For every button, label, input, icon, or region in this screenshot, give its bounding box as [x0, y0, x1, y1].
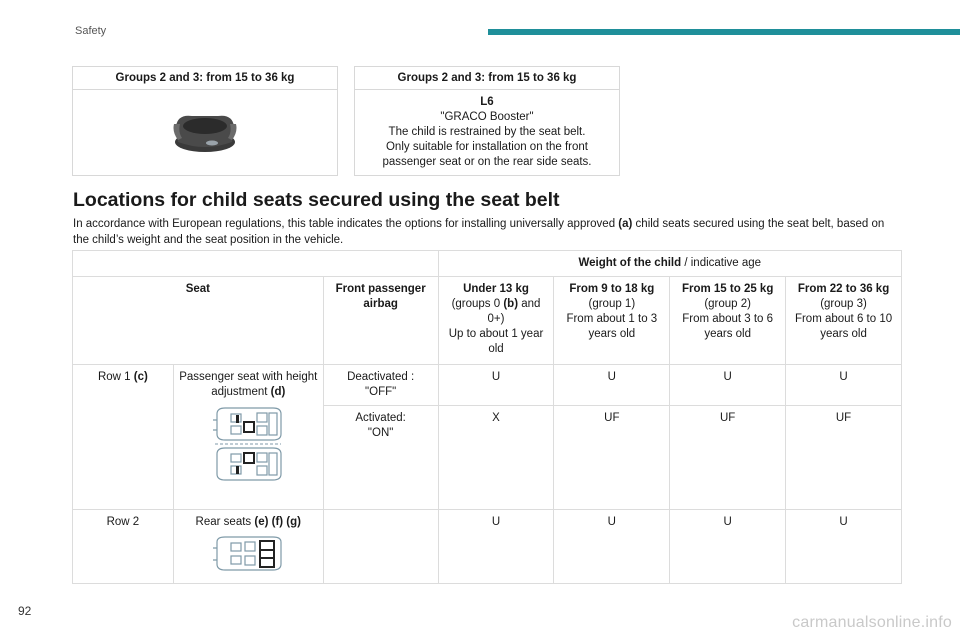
col-group-1-group: (group 1): [588, 298, 636, 310]
col-group-0-header: [438, 277, 554, 365]
col-group-1-age: From about 1 to 3 years old: [566, 313, 658, 340]
col-group-1-header: [554, 277, 670, 365]
row1-activated-value: "ON": [367, 427, 394, 439]
row1-on-group2: UF: [670, 406, 786, 510]
row1-off-group1: U: [554, 365, 670, 406]
row2-group3: U: [786, 510, 902, 584]
col-group-0-text-a: (groups 0: [451, 298, 504, 310]
row2-seat: [173, 510, 323, 584]
group-heading-left: Groups 2 and 3: from 15 to 36 kg: [73, 67, 338, 90]
row2-airbag-blank: [323, 510, 438, 584]
intro-ref: (a): [618, 218, 633, 230]
row2-seat-ref: (e) (f) (g): [254, 516, 301, 528]
booster-seat-icon: [168, 102, 242, 158]
row1-off-group2: U: [670, 365, 786, 406]
row1-seat-text: Passenger seat with height adjustment: [179, 371, 318, 398]
child-seat-location-table: [72, 250, 902, 584]
row1-on-group1: UF: [554, 406, 670, 510]
intro-text-2: child seats secured using the seat belt, based on the child’s weight and the seat position in the vehicle.: [73, 218, 885, 246]
col-group-0-text-b: and 0+): [487, 298, 541, 325]
row1-activated-airbag: [323, 406, 438, 510]
running-header: Safety: [75, 25, 107, 37]
group-table-right: [354, 66, 620, 176]
table-top-blank: [73, 251, 439, 277]
watermark: carmanualsonline.info: [792, 614, 952, 631]
col-group-3-header: [786, 277, 902, 365]
col-group-2-header: [670, 277, 786, 365]
col-group-2-age: From about 3 to 6 years old: [682, 313, 774, 340]
row1-off-group0: U: [438, 365, 554, 406]
col-airbag-header: Front passenger airbag: [323, 277, 438, 365]
weight-header-bold: Weight of the child: [578, 257, 682, 269]
row2-group2: U: [670, 510, 786, 584]
group-table-left: [72, 66, 338, 176]
row1-off-group3: U: [786, 365, 902, 406]
col-group-2-group: (group 2): [704, 298, 751, 310]
col-group-3-age: From about 6 to 10 years old: [794, 313, 893, 340]
col-group-0-line1: [443, 297, 550, 327]
intro-text-1: In accordance with European regulations, this table indicates the options for installing universally approved: [73, 218, 619, 230]
row2-group1: U: [554, 510, 670, 584]
row1-label-text: Row 1: [97, 371, 134, 383]
col-group-0-ref: (b): [503, 298, 519, 310]
row1-deactivated-airbag: [323, 365, 438, 406]
booster-description-cell: [355, 90, 620, 176]
col-group-1-title: From 9 to 18 kg: [569, 283, 655, 295]
row1-activated-label: Activated:: [355, 412, 406, 424]
seat-code: L6: [480, 96, 494, 108]
row1-deactivated-value: "OFF": [365, 386, 397, 398]
col-group-0-age: Up to about 1 year old: [448, 328, 544, 355]
seat-name: "GRACO Booster": [440, 111, 534, 123]
row1-label: [73, 365, 174, 510]
booster-image-cell: [73, 90, 338, 176]
row1-on-group3: UF: [786, 406, 902, 510]
seat-desc-line2: Only suitable for installation on the front passenger seat or on the rear side seats.: [382, 141, 592, 168]
row2-seat-text: Rear seats: [195, 516, 255, 528]
row1-seat-ref: (d): [270, 386, 286, 398]
row2-label: Row 2: [73, 510, 174, 584]
page-number: 92: [18, 604, 32, 618]
row1-label-ref: (c): [133, 371, 148, 383]
group-heading-right: Groups 2 and 3: from 15 to 36 kg: [355, 67, 620, 90]
front-passenger-seat-diagram-icon: [211, 406, 285, 482]
section-title: Locations for child seats secured using the seat belt: [73, 189, 560, 211]
row2-group0: U: [438, 510, 554, 584]
row1-on-group0: X: [438, 406, 554, 510]
col-group-0-title: Under 13 kg: [463, 283, 529, 295]
col-seat-header: Seat: [73, 277, 324, 365]
col-group-3-title: From 22 to 36 kg: [797, 283, 890, 295]
row1-deactivated-label: Deactivated :: [347, 371, 415, 383]
col-group-2-title: From 15 to 25 kg: [681, 283, 774, 295]
intro-paragraph: [73, 216, 903, 248]
col-group-3-group: (group 3): [820, 298, 867, 310]
weight-header-rest: / indicative age: [681, 257, 762, 269]
row1-seat: [173, 365, 323, 510]
weight-header: [438, 251, 901, 277]
header-accent-bar: [488, 29, 960, 35]
seat-desc-line1: The child is restrained by the seat belt.: [388, 126, 586, 138]
rear-seats-diagram-icon: [211, 536, 285, 572]
